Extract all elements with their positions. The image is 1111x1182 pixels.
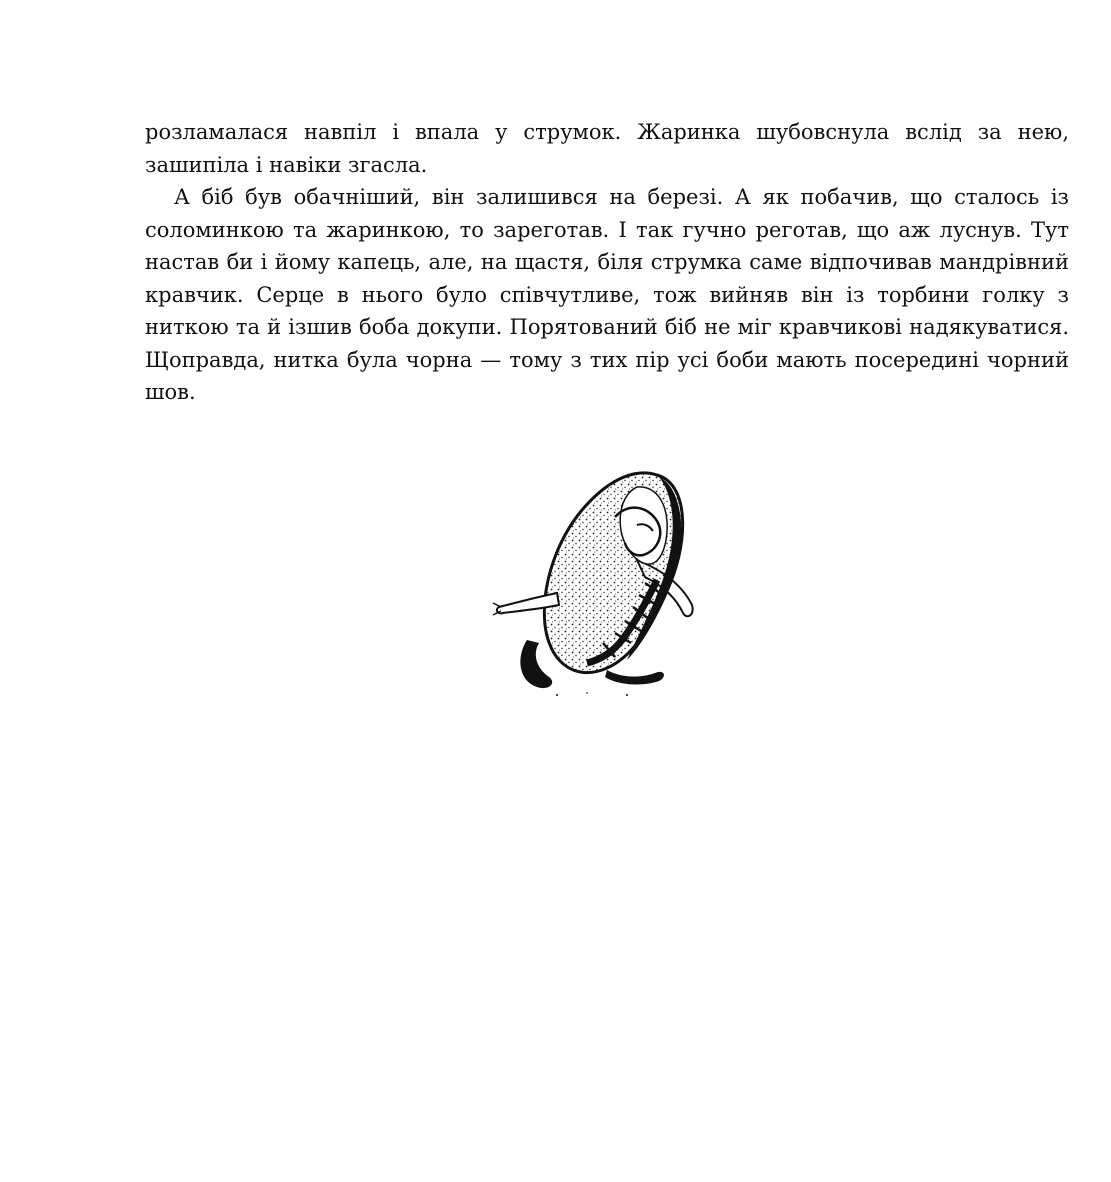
paragraph-continuation: розламалася навпіл і впала у струмок. Жаринка шубовснула вслід за нею, зашипіла і навіки згасла.	[145, 120, 1069, 177]
bean-left-foot	[520, 640, 552, 688]
bean-right-foot	[605, 670, 664, 684]
story-text	[145, 116, 1069, 409]
ground-marks	[556, 692, 628, 696]
paragraph-bean-ending: А біб був обачніший, він залишився на березі. А як побачив, що сталось із соломинкою та жаринкою, то зареготав. І так гучно реготав, що аж луснув. Тут настав би і йому капець, але, на щастя, біля струмка саме відпочивав мандрівний кравчик. Серце в нього було співчутливе, тож вийняв він із торбини голку з ниткою та й ізшив боба докупи. Порятований біб не міг кравчикові надякуватися. Щоправда, нитка була чорна — тому з тих пір усі боби мають посередині чорний шов.	[145, 185, 1069, 404]
bean-illustration	[487, 455, 707, 705]
